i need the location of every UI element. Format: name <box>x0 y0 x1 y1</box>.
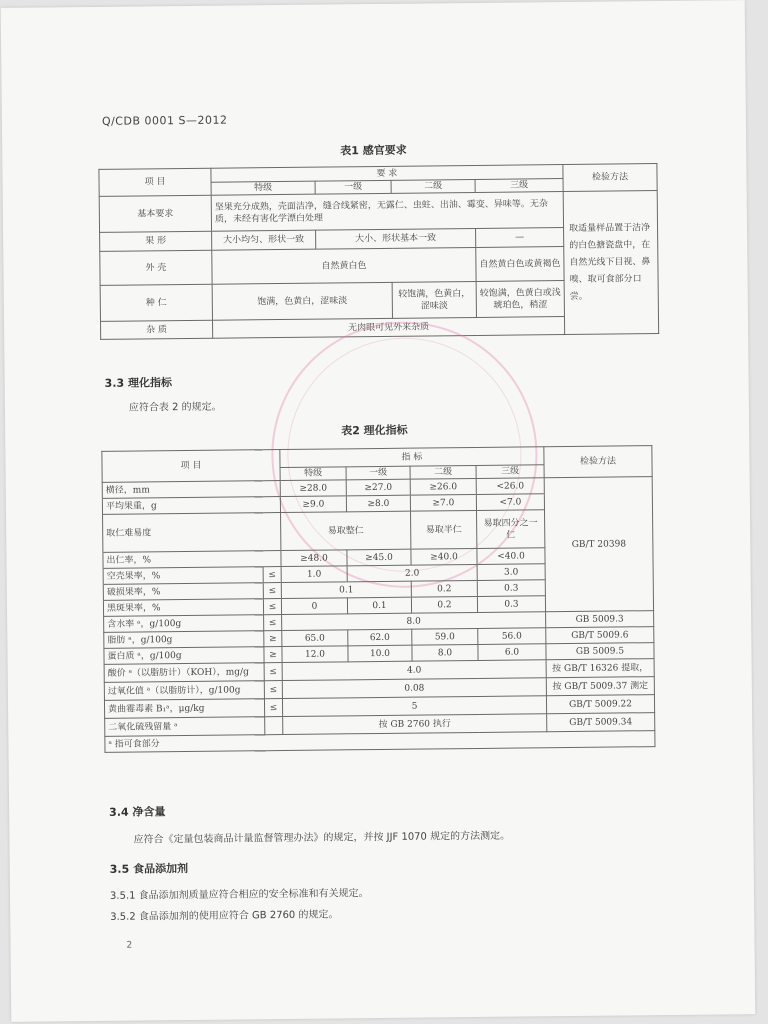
t2-cell: 65.0 <box>282 630 348 647</box>
physicochemical-index-table <box>101 445 655 753</box>
standard-code: Q/CDB 0001 S—2012 <box>101 113 228 128</box>
t2-cell: 1.0 <box>281 566 347 583</box>
t2-cell: 5 <box>282 696 546 717</box>
t2-row-symbol: ≤ <box>263 567 281 583</box>
t1-kernel-label: 种 仁 <box>100 284 212 321</box>
t1-shape-v1: 大小均匀、形状一致 <box>212 230 316 250</box>
t2-grade-special: 特级 <box>280 467 346 481</box>
t2-cell: 8.0 <box>282 612 546 631</box>
t2-cell: 0.08 <box>282 678 546 699</box>
t2-cell: 62.0 <box>348 629 412 646</box>
t2-row-symbol <box>265 717 283 735</box>
t2-cell: 12.0 <box>282 646 348 663</box>
t2-cell: 10.0 <box>348 645 412 662</box>
t2-cell: ≥40.0 <box>411 548 477 565</box>
t2-cell: 0.1 <box>281 581 411 598</box>
t2-cell: 3.0 <box>477 564 545 581</box>
t1-method-text: 取适量样品置于洁净的白色搪瓷盘中，在自然光线下目视、鼻嗅、取可食部分口尝。 <box>563 191 658 335</box>
t2-cell: 易取四分之一仁 <box>476 510 544 549</box>
t1-header-requirement: 要 求 <box>211 165 563 183</box>
t2-cell: 59.0 <box>412 628 478 645</box>
t1-basic-label: 基本要求 <box>99 195 211 232</box>
t2-row-label: 二氧化硫残留量 ᵃ <box>105 717 265 737</box>
t2-row-label: 过氧化值 ᵃ（以脂肪计），g/100g <box>104 681 264 701</box>
t2-row-method: GB/T 5009.22 <box>546 695 654 714</box>
table2-caption: 表2 理化指标 <box>341 423 408 438</box>
t1-basic-text: 坚果充分成熟，壳面洁净，缝合线紧密，无露仁、虫蛀、出油、霉变、异味等。无杂质，未经有害化学漂白处理 <box>211 192 563 232</box>
t2-cell: 0.2 <box>411 596 477 613</box>
t2-cell: 0.2 <box>411 580 477 597</box>
t2-cell: <7.0 <box>476 494 544 511</box>
t2-row-label: 黄曲霉毒素 B₁ᵃ，μg/kg <box>104 699 264 719</box>
t2-footnote: ᵃ 指可食部分 <box>105 731 655 753</box>
t2-row-label: 黑斑果率，% <box>103 599 263 617</box>
t2-cell: ≥8.0 <box>346 495 410 512</box>
t2-cell: <40.0 <box>477 548 545 565</box>
t1-shell-v2: 自然黄白色或黄褐色 <box>476 247 564 282</box>
t1-kernel-v3: 较饱满，色黄白或浅琥珀色，稍涩 <box>476 281 564 318</box>
t2-cell: 按 GB 2760 执行 <box>283 714 547 735</box>
t2-cell: ≥9.0 <box>280 496 346 513</box>
t2-row-label: 脂肪 ᵃ，g/100g <box>104 631 264 649</box>
t2-row-symbol: ≥ <box>264 647 282 663</box>
t2-grade-1: 一级 <box>346 466 410 480</box>
table1-caption: 表1 感官要求 <box>340 143 407 158</box>
t2-row-symbol: ≤ <box>264 681 282 699</box>
t2-row-symbol: ≤ <box>264 699 282 717</box>
section-3-5-title: 3.5 食品添加剂 <box>109 862 189 876</box>
t2-row-method: GB 5009.5 <box>546 643 654 660</box>
t1-impurity-v: 无肉眼可见外来杂质 <box>212 317 564 339</box>
t2-row-method: GB/T 5009.6 <box>546 627 654 644</box>
t2-row-symbol: ≤ <box>263 583 281 599</box>
t2-row-label: 平均果重，g <box>102 497 280 515</box>
t1-shape-label: 果 形 <box>100 231 212 251</box>
t2-cell: 0.1 <box>347 597 411 614</box>
t2-cell: 易取半仁 <box>411 510 477 549</box>
t2-row-label: 取仁难易度 <box>103 513 281 553</box>
t2-row-label: 酸价 ᵃ（以脂肪计）（KOH），mg/g <box>104 663 264 683</box>
t2-row-label: 横径，mm <box>102 481 280 499</box>
section-3-3-text: 应符合表 2 的规定。 <box>128 401 222 414</box>
page-number: 2 <box>126 940 133 951</box>
section-3-4-text: 应符合《定量包装商品计量监督管理办法》的规定，并按 JJF 1070 规定的方法测定。 <box>133 830 511 846</box>
t1-grade-special: 特级 <box>211 181 315 195</box>
t1-header-method: 检验方法 <box>563 164 657 192</box>
t2-header-method: 检验方法 <box>544 446 652 478</box>
section-3-5-1-text: 3.5.1 食品添加剂质量应符合相应的安全标准和有关规定。 <box>109 888 369 902</box>
t2-cell: ≥26.0 <box>410 478 476 495</box>
t2-header-item: 项 目 <box>102 450 280 483</box>
t2-row-symbol: ≤ <box>264 615 282 631</box>
t2-header-index: 指 标 <box>280 447 544 468</box>
t2-cell: ≥7.0 <box>410 494 476 511</box>
t1-grade-2: 二级 <box>391 179 475 193</box>
t2-cell: 0.3 <box>477 596 545 613</box>
t2-cell: 8.0 <box>412 644 478 661</box>
t2-grade-2: 二级 <box>410 465 476 479</box>
t2-row-method: 按 GB/T 16326 提取， <box>546 659 654 678</box>
t2-cell: ≥27.0 <box>346 479 410 496</box>
t2-cell: 6.0 <box>478 644 546 661</box>
t2-grade-3: 三级 <box>476 465 544 479</box>
section-3-5-2-text: 3.5.2 食品添加剂的使用应符合 GB 2760 的规定。 <box>110 909 339 923</box>
section-3-3-title: 3.3 理化指标 <box>104 376 173 390</box>
t2-cell: 4.0 <box>282 660 546 681</box>
t2-row-symbol: ≤ <box>264 663 282 681</box>
t2-row-method: GB 5009.3 <box>546 611 654 628</box>
sensory-requirements-table <box>98 163 659 340</box>
t2-row-label: 含水率 ᵃ，g/100g <box>104 615 264 633</box>
t2-row-method: 按 GB/T 5009.37 测定 <box>546 677 654 696</box>
t2-row-method: GB/T 5009.34 <box>547 713 655 732</box>
t1-impurity-label: 杂 质 <box>100 320 212 339</box>
t2-cell: 易取整仁 <box>281 511 411 550</box>
t1-shell-label: 外 壳 <box>100 250 212 285</box>
t1-kernel-v1: 饱满，色黄白，涩味淡 <box>212 282 392 320</box>
t2-row-label: 出仁率，% <box>103 551 281 569</box>
t2-cell: 56.0 <box>478 628 546 645</box>
t2-cell: ≥48.0 <box>281 550 347 567</box>
t2-row-label: 破损果率，% <box>103 583 263 601</box>
t1-shape-v2: 大小、形状基本一致 <box>316 228 476 249</box>
t2-cell: ≥45.0 <box>347 549 411 566</box>
t2-cell: 0.3 <box>477 580 545 597</box>
t2-row-symbol: ≤ <box>263 599 281 615</box>
t2-cell: 2.0 <box>347 564 477 581</box>
t1-grade-1: 一级 <box>315 180 391 194</box>
t1-grade-3: 三级 <box>475 179 563 193</box>
document-page <box>1 0 756 1022</box>
t2-group-method: GB/T 20398 <box>544 477 653 612</box>
t2-cell: 0 <box>281 598 347 615</box>
t1-kernel-v2: 较饱满，色黄白，涩味淡 <box>392 281 476 318</box>
t1-header-item: 项 目 <box>99 168 211 196</box>
t2-cell: <26.0 <box>476 478 544 495</box>
t1-shape-v3: — <box>476 228 564 248</box>
section-3-4-title: 3.4 净含量 <box>109 805 166 819</box>
t2-cell: ≥28.0 <box>280 480 346 497</box>
t1-shell-v1: 自然黄白色 <box>212 247 476 284</box>
t2-row-label: 空壳果率，% <box>103 567 263 585</box>
t2-row-label: 蛋白质 ᵃ，g/100g <box>104 647 264 665</box>
t2-row-symbol: ≥ <box>264 631 282 647</box>
